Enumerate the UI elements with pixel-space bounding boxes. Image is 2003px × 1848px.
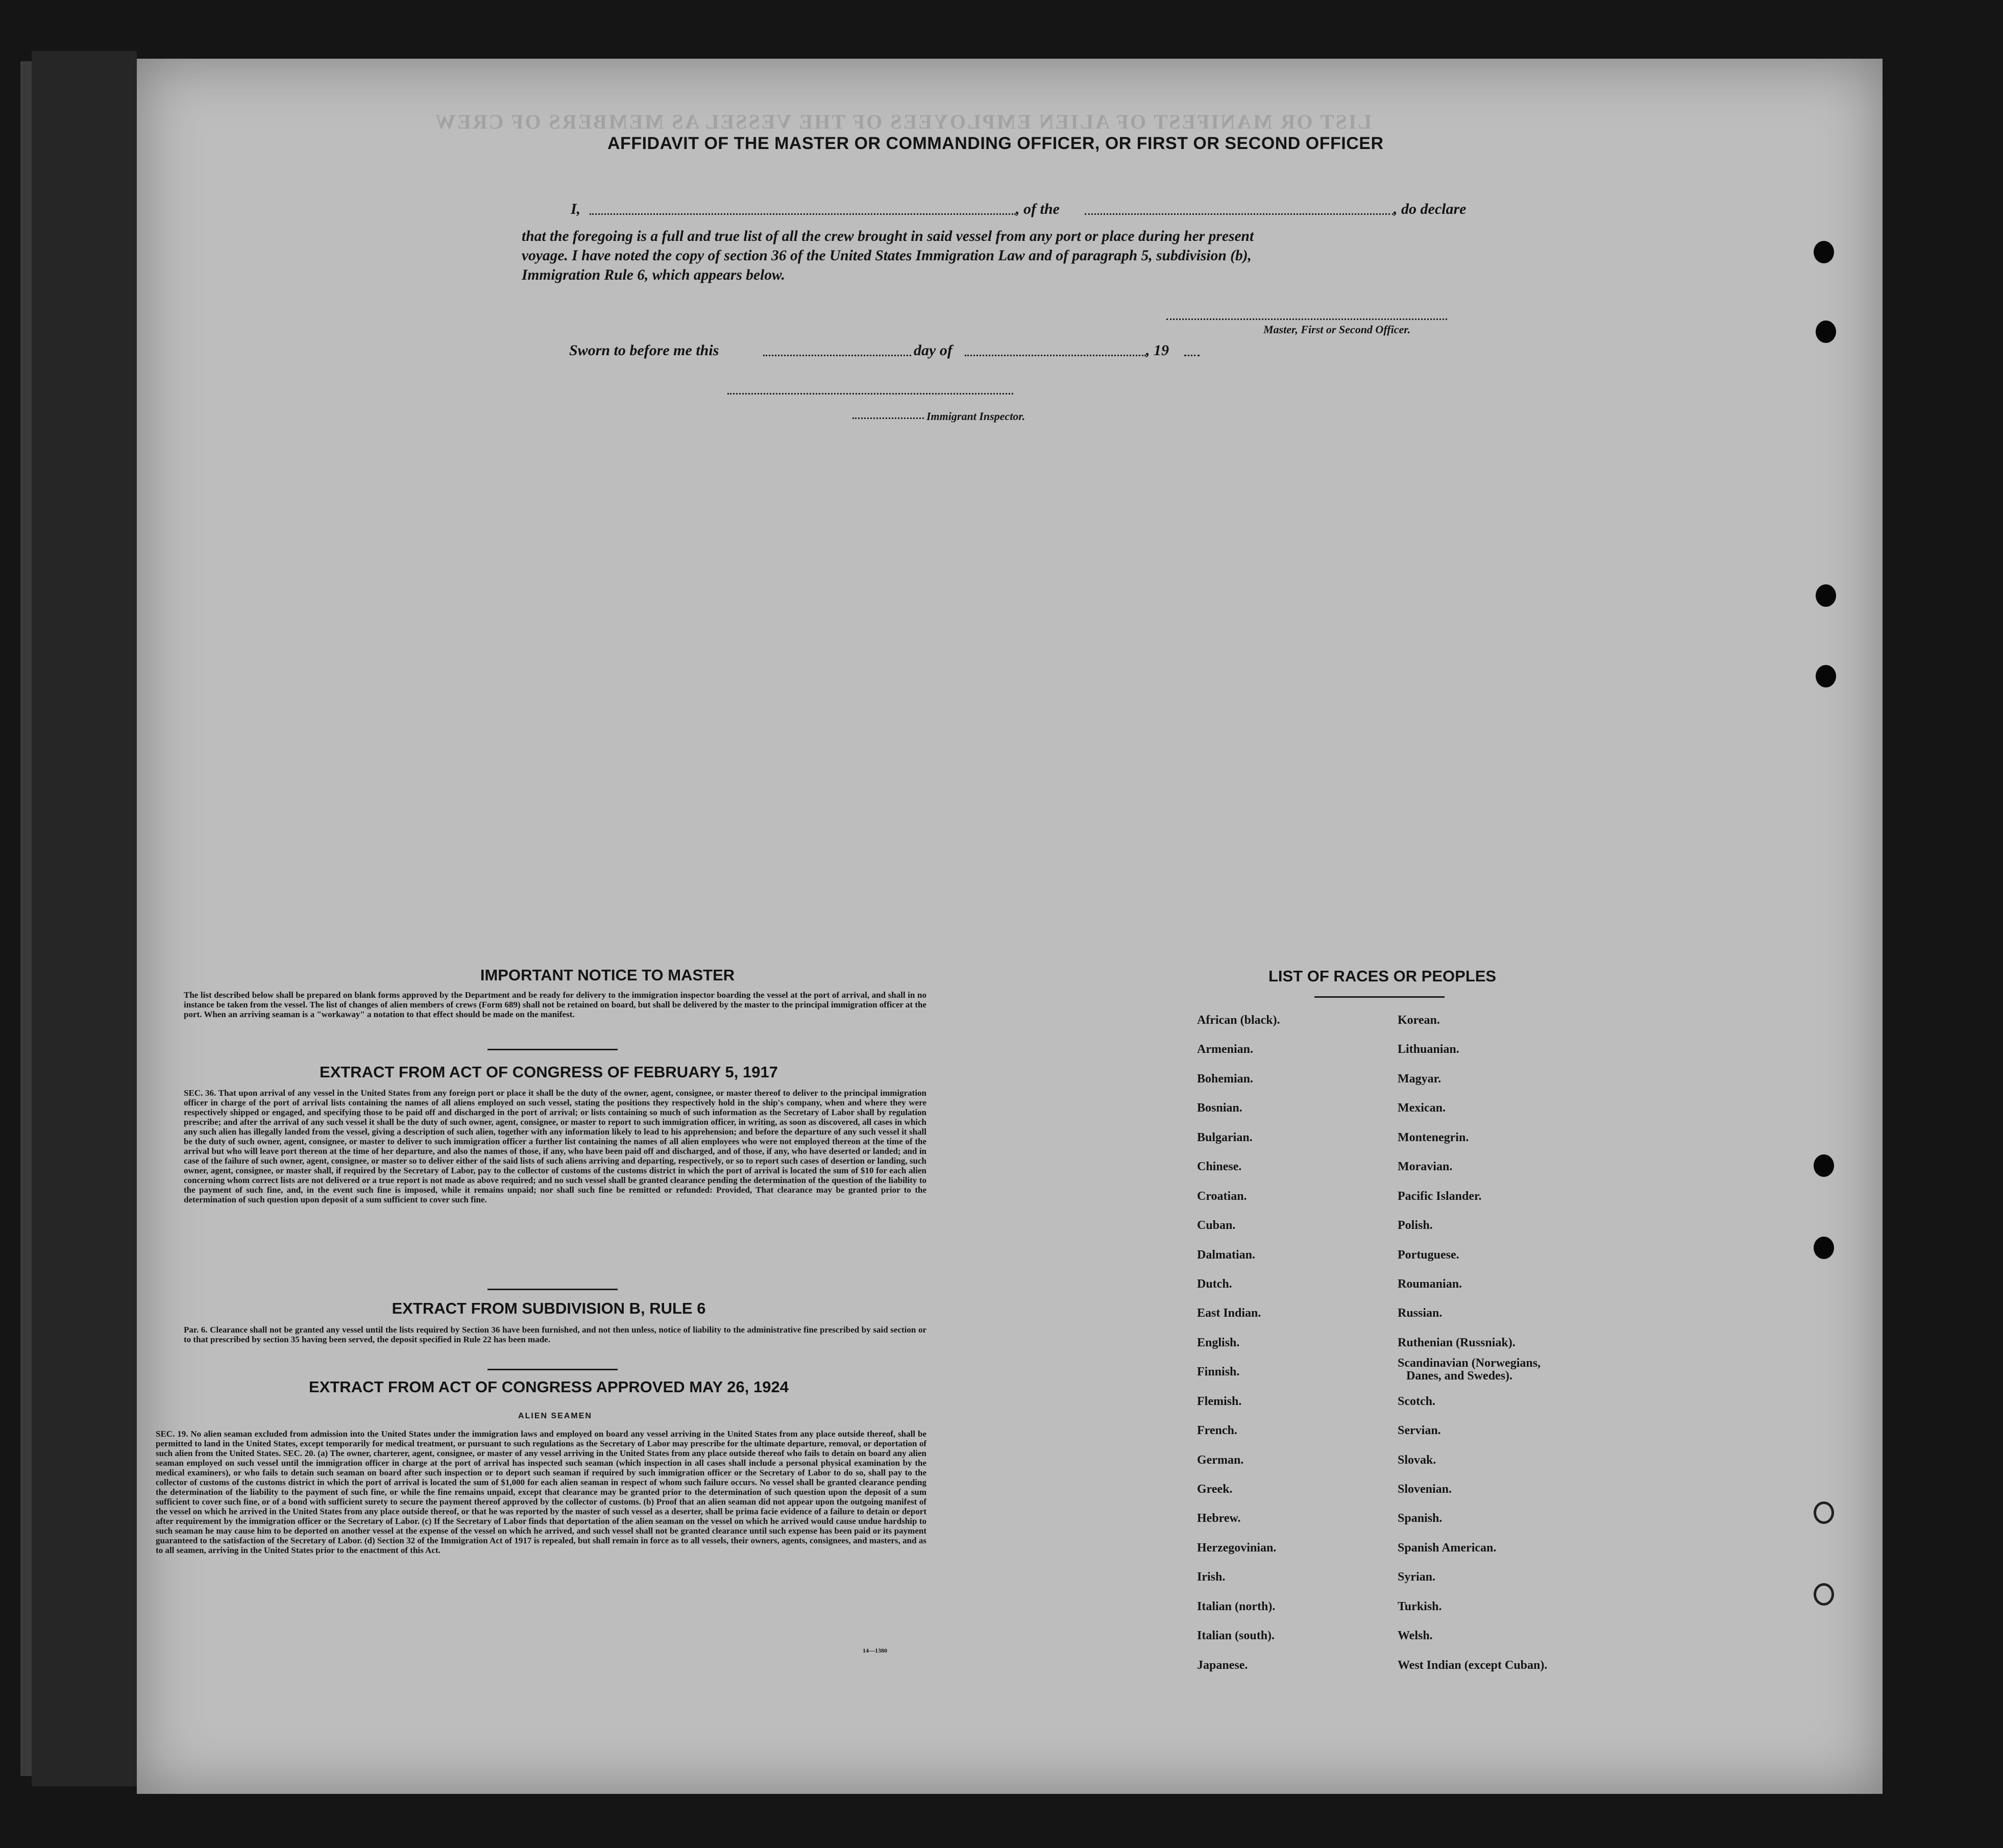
race-item: Welsh. bbox=[1398, 1629, 1433, 1642]
race-item: Magyar. bbox=[1398, 1072, 1442, 1086]
race-item: Croatian. bbox=[1197, 1190, 1247, 1203]
race-item: Armenian. bbox=[1197, 1043, 1253, 1056]
master-signature-label: Master, First or Second Officer. bbox=[1263, 323, 1411, 336]
scan-border bbox=[32, 51, 137, 1786]
race-item: Lithuanian. bbox=[1398, 1043, 1459, 1056]
affidavit-line-1: that the foregoing is a full and true list of all the crew brought in said vessel from any port or place during her present bbox=[522, 228, 1254, 244]
punch-hole bbox=[1814, 1154, 1834, 1177]
bleed-through-heading: LIST OR MANIFEST OF ALIEN EMPLOYEES OF THE VESSEL AS MEMBERS OF CREW bbox=[434, 110, 1372, 133]
section-divider bbox=[487, 1369, 618, 1370]
inspector-signature-line bbox=[727, 393, 1013, 395]
race-item: Italian (north). bbox=[1197, 1600, 1276, 1613]
race-item: Bohemian. bbox=[1197, 1072, 1254, 1086]
race-item: English. bbox=[1197, 1336, 1240, 1349]
race-item: West Indian (except Cuban). bbox=[1398, 1659, 1548, 1672]
year-prefix: , 19 bbox=[1146, 342, 1169, 359]
race-item: Cuban. bbox=[1197, 1219, 1236, 1232]
punch-hole bbox=[1816, 584, 1836, 607]
races-title-underline bbox=[1314, 996, 1445, 998]
scan-edge bbox=[20, 61, 32, 1776]
sworn-day-blank bbox=[763, 355, 911, 356]
race-item: Dalmatian. bbox=[1197, 1248, 1255, 1262]
notice-title: IMPORTANT NOTICE TO MASTER bbox=[480, 966, 735, 984]
race-item: Spanish American. bbox=[1398, 1541, 1497, 1555]
race-item-continuation: Danes, and Swedes). bbox=[1406, 1369, 1513, 1383]
day-of-label: day of bbox=[914, 342, 952, 359]
punch-hole bbox=[1816, 321, 1836, 343]
race-item: Irish. bbox=[1197, 1570, 1226, 1584]
race-item: Korean. bbox=[1398, 1014, 1440, 1027]
inspector-signature-line-2 bbox=[852, 417, 924, 419]
race-item: Polish. bbox=[1398, 1219, 1433, 1232]
race-item: German. bbox=[1197, 1453, 1244, 1467]
affidavit-of-the: , of the bbox=[1016, 201, 1060, 217]
race-item: French. bbox=[1197, 1424, 1237, 1437]
race-item: Montenegrin. bbox=[1398, 1131, 1469, 1144]
race-item: Moravian. bbox=[1398, 1160, 1453, 1173]
punch-hole bbox=[1814, 1583, 1834, 1606]
sworn-month-blank bbox=[965, 355, 1146, 356]
name-blank bbox=[590, 213, 1016, 215]
races-title: LIST OF RACES OR PEOPLES bbox=[1268, 967, 1497, 985]
race-item: Bulgarian. bbox=[1197, 1131, 1253, 1144]
punch-hole bbox=[1814, 241, 1834, 263]
notice-text: The list described below shall be prepared on blank forms approved by the Department and be ready for delivery to the immigration inspector boarding the vessel at the port of arrival, and shall in no instance be taken from the vessel. The list of changes of alien members of crews (Form 689) shall not be retained on board, but shall be delivered by the master to the principal immigration officer at the port. When an arriving seaman is a "workaway" a notation to that effect should be made on the manifest. bbox=[184, 990, 926, 1019]
race-item: Flemish. bbox=[1197, 1395, 1242, 1408]
race-item: Slovak. bbox=[1398, 1453, 1436, 1467]
punch-hole bbox=[1816, 665, 1836, 687]
race-item: Portuguese. bbox=[1398, 1248, 1459, 1262]
race-item: Scotch. bbox=[1398, 1395, 1435, 1408]
master-signature-line bbox=[1166, 318, 1447, 320]
affidavit-i: I, bbox=[571, 201, 581, 217]
race-item: Herzegovinian. bbox=[1197, 1541, 1277, 1555]
race-item: Japanese. bbox=[1197, 1659, 1248, 1672]
race-item: Mexican. bbox=[1398, 1101, 1446, 1115]
alien-seamen-subtitle: ALIEN SEAMEN bbox=[518, 1412, 592, 1420]
race-item: Scandinavian (Norwegians, bbox=[1398, 1357, 1541, 1370]
race-item: Hebrew. bbox=[1197, 1512, 1241, 1525]
race-item: Spanish. bbox=[1398, 1512, 1443, 1525]
race-item: Pacific Islander. bbox=[1398, 1190, 1482, 1203]
race-item: Chinese. bbox=[1197, 1160, 1242, 1173]
vessel-blank bbox=[1085, 213, 1394, 215]
form-number: 14—1380 bbox=[863, 1647, 887, 1654]
sworn-label: Sworn to before me this bbox=[569, 342, 719, 359]
race-item: Russian. bbox=[1398, 1307, 1443, 1320]
affidavit-do-declare: , do declare bbox=[1394, 201, 1467, 217]
race-item: Dutch. bbox=[1197, 1277, 1232, 1291]
race-item: Greek. bbox=[1197, 1483, 1233, 1496]
extract-rule6-text: Par. 6. Clearance shall not be granted any vessel until the lists required by Section 36 have been furnished, and not then unless, notice of liability to the administrative fine prescribed by said section or to that prescribed by section 35 having been served, the deposit specified in Rule 22 has been made. bbox=[184, 1325, 926, 1344]
race-item: Syrian. bbox=[1398, 1570, 1436, 1584]
race-item: African (black). bbox=[1197, 1014, 1280, 1027]
race-item: Slovenian. bbox=[1398, 1483, 1452, 1496]
race-item: Italian (south). bbox=[1197, 1629, 1275, 1642]
affidavit-title: AFFIDAVIT OF THE MASTER OR COMMANDING OFFICER, OR FIRST OR SECOND OFFICER bbox=[607, 134, 1384, 153]
race-item: Bosnian. bbox=[1197, 1101, 1242, 1115]
race-item: Finnish. bbox=[1197, 1365, 1240, 1378]
section-divider bbox=[487, 1289, 618, 1290]
race-item: Roumanian. bbox=[1398, 1277, 1462, 1291]
punch-hole bbox=[1814, 1237, 1834, 1259]
extract-1924-title: EXTRACT FROM ACT OF CONGRESS APPROVED MAY 26, 1924 bbox=[309, 1378, 789, 1396]
affidavit-line-2: voyage. I have noted the copy of section 36 of the United States Immigration Law and of paragraph 5, subdivision (b), bbox=[522, 248, 1252, 264]
punch-hole bbox=[1814, 1501, 1834, 1524]
race-item: East Indian. bbox=[1197, 1307, 1261, 1320]
race-item: Turkish. bbox=[1398, 1600, 1442, 1613]
extract-rule6-title: EXTRACT FROM SUBDIVISION B, RULE 6 bbox=[392, 1299, 706, 1317]
affidavit-line-3: Immigration Rule 6, which appears below. bbox=[522, 267, 786, 283]
race-item: Ruthenian (Russniak). bbox=[1398, 1336, 1516, 1349]
extract-1917-text: SEC. 36. That upon arrival of any vessel in the United States from any foreign port or place it shall be the duty of the owner, agent, consignee, or master thereof to deliver to the principal immigration officer in charge of the port of arrival lists containing the names of all aliens employed on such vessel, stating the positions they respectively hold in the ship's company, when and where they were respectively shipped or engaged, and specifying those to be paid off and discharged in the port of arrival; or lists containing so much of such information as the Secretary of Labor shall by regulation prescribe; and after the arrival of any such vessel it shall be the duty of such owner, agent, consignee, or master to report to such immigration officer, in writing, as soon as discovered, all cases in which any such alien has illegally landed from the vessel, giving a description of such alien, together with any information likely to lead to his apprehension; and before the departure of any such vessel it shall be the duty of such owner, agent, consignee, or master to deliver to such immigration officer a further list containing the names of all alien employees who were not employed thereon at the time of the arrival but who will leave port thereon at the time of her departure, and also the names of those, if any, who have been paid off and discharged, and of those, if any, who have deserted or landed; and in case of the failure of such owner, agent, consignee, or master so to deliver either of the said lists of such aliens arriving and departing, respectively, or so to report such cases of desertion or landing, such owner, agent, consignee, or master shall, if required by the Secretary of Labor, pay to the collector of customs of the customs district in which the port of arrival is located the sum of $10 for each alien concerning whom correct lists are not delivered or a true report is not made as above required; and no such vessel shall be granted clearance pending the determination of the question of the liability to the payment of such fine, and, in the event such fine is imposed, while it remains unpaid; nor shall such fine be remitted or refunded: Provided, That clearance may be granted prior to the determination of such question upon deposit of a sum sufficient to cover such fine. bbox=[184, 1088, 926, 1204]
race-item: Servian. bbox=[1398, 1424, 1441, 1437]
extract-1924-text: SEC. 19. No alien seaman excluded from admission into the United States under the immigration laws and employed on board any vessel arriving in the United States from any place outside thereof, shall be permitted to land in the United States, except temporarily for medical treatment, or pursuant to such regulations as the Secretary of Labor may prescribe for the ultimate departure, removal, or deportation of such alien from the United States. SEC. 20. (a) The owner, charterer, agent, consignee, or master of any vessel arriving in the United States from any place outside thereof who fails to detain on board any alien seaman employed on such vessel until the immigration officer in charge at the port of arrival has inspected such seaman (which inspection in all cases shall include a personal physical examination by the medical examiners), or who fails to detain such seaman on board after such inspection or to deport such seaman if required by such immigration officer or the Secretary of Labor to do so, shall pay to the collector of customs of the customs district in which the port of arrival is located the sum of $1,000 for each alien seaman in respect of whom such failure occurs. No vessel shall be granted clearance pending the determination of the liability to the payment of such fine, or while the fine remains unpaid, except that clearance may be granted prior to the determination of such question upon the deposit of a sum sufficient to cover such fine, or of a bond with sufficient surety to secure the payment thereof approved by the collector of customs. (b) Proof that an alien seaman did not appear upon the outgoing manifest of the vessel on which he arrived in the United States from any place outside thereof, or that he was reported by the master of such vessel as a deserter, shall be prima facie evidence of a failure to detain or deport after requirement by the immigration officer or the Secretary of Labor. (c) If the Secretary of Labor finds that deportation of the alien seaman on the vessel on which he arrived would cause undue hardship to such seaman he may cause him to be deported on another vessel at the expense of the vessel on which he arrived, and such vessel shall not be granted clearance until such expense has been paid or its payment guaranteed to the satisfaction of the Secretary of Labor. (d) Section 32 of the Immigration Act of 1917 is repealed, but shall remain in force as to all vessels, their owners, agents, consignees, and masters, and as to all seamen, arriving in the United States prior to the enactment of this Act. bbox=[156, 1429, 926, 1555]
extract-1917-title: EXTRACT FROM ACT OF CONGRESS OF FEBRUARY 5, 1917 bbox=[320, 1063, 778, 1081]
inspector-label: Immigrant Inspector. bbox=[926, 410, 1025, 423]
sworn-year-blank bbox=[1184, 355, 1200, 356]
section-divider bbox=[487, 1049, 618, 1050]
